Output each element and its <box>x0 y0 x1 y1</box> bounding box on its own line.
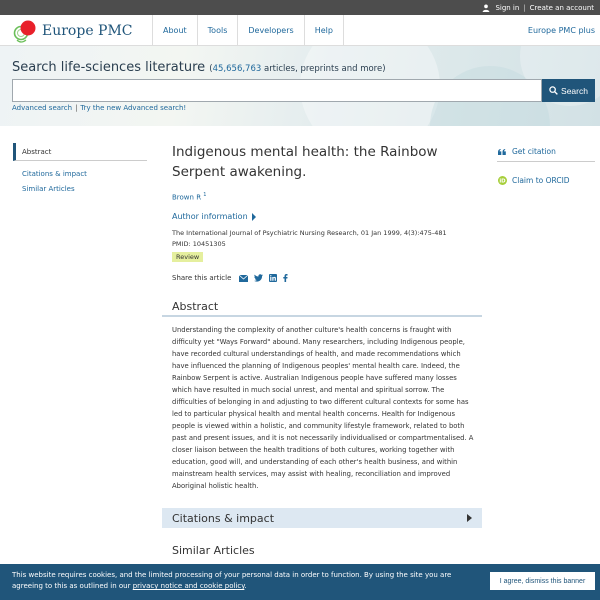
article-tools <box>497 142 595 190</box>
author-information-toggle[interactable] <box>172 212 482 221</box>
section-nav-citations[interactable]: Citations & impact <box>22 170 87 178</box>
dismiss-cookie-button[interactable]: I agree, dismiss this banner <box>490 572 595 590</box>
article-section-nav <box>13 143 147 193</box>
europe-pmc-plus-link[interactable]: Europe PMC plus <box>527 25 595 35</box>
nav-help[interactable]: Help <box>304 15 344 45</box>
share-label: Share this article <box>172 274 232 283</box>
nav-developers[interactable]: Developers <box>237 15 303 45</box>
new-advanced-search-link[interactable]: Try the new Advanced search! <box>80 104 187 112</box>
get-citation-label: Get citation <box>512 147 556 156</box>
link-separator: | <box>75 104 78 112</box>
privacy-notice-link[interactable]: privacy notice and cookie policy <box>132 582 245 590</box>
share-icons <box>239 274 294 282</box>
user-icon <box>482 4 490 12</box>
search-button-label: Search <box>561 85 588 96</box>
get-citation-link[interactable] <box>497 142 595 162</box>
author-affiliation-number: 1 <box>203 192 207 198</box>
main-nav <box>0 15 600 46</box>
search-heading <box>12 60 386 75</box>
linkedin-icon[interactable] <box>269 274 277 282</box>
search-links <box>12 104 186 112</box>
orcid-icon <box>497 176 507 185</box>
author-link[interactable]: Brown R $^1$ <box>172 192 207 202</box>
similar-articles-heading: Similar Articles <box>172 544 255 558</box>
article-title: Indigenous mental health: the Rainbow Serpent awakening. <box>172 144 438 180</box>
section-nav-abstract[interactable]: Abstract <box>13 143 147 161</box>
search-band <box>0 46 600 126</box>
search-title-text: Search life-sciences literature <box>12 60 206 75</box>
top-utility-bar <box>0 0 600 15</box>
article-count: (45,656,763 articles, preprints and more) <box>209 64 386 74</box>
twitter-icon[interactable] <box>254 274 263 282</box>
citations-impact-heading: Citations & impact <box>172 511 275 525</box>
caret-right-icon <box>467 514 472 522</box>
europe-pmc-logo[interactable] <box>12 18 133 44</box>
article-count-number[interactable]: 45,656,763 <box>212 64 262 74</box>
cookie-banner <box>0 564 600 600</box>
chevron-right-icon <box>252 213 256 221</box>
journal-citation <box>172 229 482 237</box>
topbar-separator: | <box>523 3 526 12</box>
quote-icon <box>497 149 507 155</box>
email-icon[interactable] <box>239 275 248 282</box>
abstract-text: Understanding the complexity of another culture's health concerns is fraught with difficulty yet "Ways Forward" abound. Many researchers, including Indigenous people, have recorded cultural understandings of health, and made recommendations which have influenced the planning of Indigenous peoples' mental health care. Indeed, the Rainbow Serpent is active. Australian Indigenous people have suffered many losses which have resulted in much social unrest, and mental and spiritual sorrow. The difficulties of belonging in and adjusting to two different cultural contexts for some has led to particular physical health and mental health concerns. Health for Indigenous people is viewed within a holistic, and community lifestyle framework, related to both past and present issues, and it is not necessarily individualised or compartmentalised. A closer liaison between the health traditions of both cultures, working together with education, good will, and understanding of each other's health business, and within mainstream health services, may assist with healing, reconciliation and improved Aboriginal holistic health. <box>172 326 474 491</box>
nav-tools[interactable]: Tools <box>197 15 238 45</box>
claim-to-orcid-label: Claim to ORCID <box>512 175 570 185</box>
author-information-label: Author information <box>172 212 248 222</box>
abstract-heading: Abstract <box>162 300 482 317</box>
share-bar <box>172 274 482 282</box>
search-button[interactable] <box>542 79 595 102</box>
facebook-icon[interactable] <box>283 274 288 282</box>
logo-text: Europe PMC <box>42 23 133 39</box>
journal-name[interactable]: The International Journal of Psychiatric Nursing Research <box>172 229 357 238</box>
article-main <box>162 142 482 557</box>
citations-impact-toggle[interactable] <box>162 508 482 528</box>
cookie-message: This website requires cookies, and the limited processing of your personal data in order to function. By using the site you are agreeing to this as outlined in our privacy notice and cookie policy. <box>12 571 452 590</box>
nav-about[interactable]: About <box>152 15 197 45</box>
sign-in-link[interactable]: Sign in <box>495 3 520 12</box>
pmid: PMID: 10451305 <box>172 240 226 249</box>
review-badge: Review <box>172 252 203 262</box>
section-nav-similar-articles[interactable]: Similar Articles <box>22 185 75 193</box>
claim-to-orcid-link[interactable] <box>497 170 595 190</box>
search-input[interactable] <box>12 79 542 102</box>
nav-menu <box>152 15 344 45</box>
search-icon <box>549 86 558 95</box>
europe-pmc-logo-icon <box>12 18 38 44</box>
svg-text:iD: iD <box>498 177 506 184</box>
create-account-link[interactable]: Create an account <box>529 3 594 12</box>
advanced-search-link[interactable]: Advanced search <box>12 104 73 112</box>
journal-details: , 01 Jan 1999, 4(3):475-481 <box>356 229 447 238</box>
